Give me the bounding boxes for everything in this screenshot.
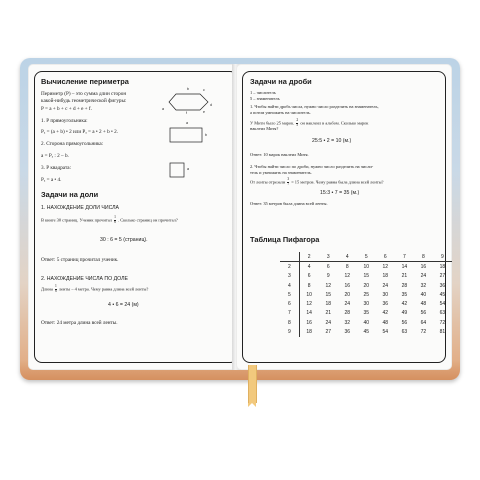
table-cell: 16 (306, 319, 312, 326)
table-cell: 12 (325, 282, 331, 289)
shares-answer-2: Ответ: 24 метра длина всей ленты. (41, 320, 118, 326)
square-figure (168, 161, 188, 181)
fractions-problem-2-text-a: От ленты отрезали (250, 179, 286, 185)
table-row (280, 262, 452, 272)
shares-subtitle-2: 2. НАХОЖДЕНИЕ ЧИСЛА ПО ДОЛЕ (41, 276, 128, 282)
rectangle-figure (168, 126, 208, 146)
fraction-denominator: 7 (287, 181, 290, 186)
table-cell: 5 (280, 290, 299, 299)
perimeter-formula: P = a + b + c + d + e + f. (41, 106, 92, 112)
table-cell: 2 (299, 252, 319, 262)
fractions-calc-1: 25:5 • 2 = 10 (м.) (312, 138, 352, 144)
table-cell: 6 (280, 299, 299, 308)
table-cell: 24 (344, 301, 351, 308)
table-cell: 49 (401, 310, 408, 317)
table-cell: 15 (363, 273, 370, 280)
table-cell: 12 (344, 273, 351, 280)
table-cell: 6 (307, 273, 311, 280)
table-cell: 54 (439, 301, 446, 308)
fractions-answer-1: Ответ: 10 марок наклеил Митя. (250, 152, 309, 157)
table-row (280, 327, 452, 336)
fractions-problem-1-text-a: У Мити было 25 марок. (250, 120, 295, 126)
fraction-denominator: 6 (54, 288, 57, 293)
rectangle-side-formula: a = Pₐ : 2 – b. (41, 153, 69, 159)
table-cell: 56 (401, 319, 408, 326)
square-perimeter-formula: Pₐ = a • 4. (41, 177, 62, 183)
table-row (280, 318, 452, 327)
table-cell: 10 (306, 291, 312, 298)
table-cell (280, 252, 299, 262)
table-row (280, 309, 452, 318)
table-cell: 32 (344, 319, 351, 326)
pythagoras-title: Таблица Пифагора (250, 235, 320, 244)
shares-problem-1 (41, 216, 178, 225)
table-cell: 5 (357, 252, 376, 262)
fractions-rule-1-line2: а потом умножить на числитель. (250, 110, 311, 115)
square-perimeter-title: 3. Р квадрата: (41, 165, 72, 171)
fractions-rule-2-line1: 2. Чтобы найти число по дроби, нужно число разделить на числи- (250, 164, 374, 169)
table-cell: 40 (420, 291, 427, 298)
fractions-denominator-note: 5 – знаменатель (250, 96, 280, 101)
table-cell: 18 (306, 329, 312, 336)
fraction-numerator: 2 (296, 118, 299, 122)
hexagon-label-b: b (187, 87, 189, 91)
table-cell: 20 (344, 291, 351, 298)
table-cell: 21 (401, 273, 408, 280)
table-row (280, 252, 452, 262)
fraction-one-sixth (114, 216, 116, 225)
table-cell: 40 (363, 319, 370, 326)
rectangle-label-b: b (205, 133, 207, 137)
table-cell: 10 (363, 263, 370, 270)
table-cell: 28 (344, 310, 351, 317)
table-cell: 36 (382, 301, 389, 308)
fraction-numerator: 3 (287, 177, 290, 181)
table-cell: 9 (280, 327, 299, 336)
fractions-rule-1-line1: 1. Чтобы найти дробь числа, нужно число разделить на знаменатель, (250, 104, 379, 109)
table-cell: 72 (439, 319, 446, 326)
table-cell: 18 (382, 273, 389, 280)
table-cell: 12 (306, 301, 312, 308)
table-cell: 8 (280, 318, 299, 327)
square-label-a: a (187, 167, 189, 171)
table-cell: 18 (439, 263, 446, 270)
table-cell: 16 (344, 282, 351, 289)
table-cell: 20 (363, 282, 370, 289)
table-cell: 45 (363, 329, 370, 336)
fraction-numerator: 1 (54, 284, 57, 288)
fraction-denominator: 5 (296, 122, 299, 127)
table-cell: 25 (363, 291, 370, 298)
perimeter-intro-line2: какой-нибудь геометрической фигуры: (41, 98, 127, 104)
shares-answer-1: Ответ: 5 страниц прочитал ученик. (41, 257, 119, 263)
shares-problem-2-text-a: Длина (41, 286, 53, 292)
table-cell: 4 (338, 252, 357, 262)
right-page (236, 64, 452, 370)
table-cell: 6 (376, 252, 395, 262)
bookmark-ribbon (248, 365, 257, 403)
shares-problem-1-text-a: В книге 30 страниц. Ученик прочитал (41, 217, 112, 223)
table-cell: 30 (363, 301, 370, 308)
table-cell: 4 (280, 281, 299, 290)
table-cell: 4 (307, 263, 311, 270)
table-cell: 2 (280, 262, 299, 272)
table-cell: 18 (325, 301, 331, 308)
table-cell: 14 (401, 263, 408, 270)
table-row (280, 281, 452, 290)
fractions-problem-2-text-b: = 15 метров. Чему равна была длина всей ленты? (291, 179, 384, 185)
fractions-problem-1-text-b: он наклеил в альбом. Сколько марок (300, 120, 369, 126)
table-cell: 28 (401, 282, 408, 289)
fractions-calc-2: 15:3 • 7 = 35 (м.) (320, 190, 360, 196)
table-cell: 56 (420, 310, 427, 317)
rectangle-perimeter-title: 1. Р прямоугольника: (41, 118, 88, 124)
fractions-rule-2-line2: тель и умножить на знаменатель. (250, 170, 312, 175)
table-cell: 42 (382, 310, 389, 317)
fractions-numerator-note: 1 – числитель (250, 90, 276, 95)
table-cell: 63 (401, 329, 408, 336)
fraction-one-sixth-2 (55, 285, 57, 294)
table-cell: 27 (325, 329, 331, 336)
table-cell: 81 (439, 329, 446, 336)
hexagon-label-f: f (186, 111, 187, 115)
table-cell: 7 (395, 252, 414, 262)
table-cell: 7 (280, 309, 299, 318)
table-cell: 36 (344, 329, 351, 336)
table-cell: 35 (401, 291, 408, 298)
shares-problem-2-text-b: ленты – 4 метра. Чему равна длина всей ленты? (58, 286, 149, 292)
hexagon-label-c: c (203, 88, 205, 92)
table-cell: 64 (420, 319, 427, 326)
fractions-problem-2 (250, 178, 384, 187)
table-cell: 72 (420, 329, 427, 336)
fraction-denominator: 6 (114, 219, 116, 224)
hexagon-figure (160, 88, 220, 116)
table-cell: 8 (414, 252, 433, 262)
perimeter-intro-line1: Периметр (Р) – это сумма длин сторон (41, 91, 127, 97)
table-cell: 15 (325, 291, 331, 298)
rectangle-perimeter-formula: Pₐ = (a + b) • 2 или Pₐ = a • 2 + b • 2. (41, 129, 118, 135)
rectangle-side-title: 2. Сторона прямоугольника: (41, 141, 104, 147)
table-cell: 16 (420, 263, 427, 270)
table-cell: 9 (433, 252, 452, 262)
table-cell: 48 (420, 301, 427, 308)
shares-title: Задачи на доли (41, 190, 99, 199)
hexagon-label-e: e (203, 110, 205, 114)
shares-calc-1: 30 : 6 = 5 (страниц). (100, 237, 148, 243)
table-cell: 45 (439, 291, 446, 298)
table-cell: 14 (306, 310, 312, 317)
table-cell: 32 (420, 282, 427, 289)
rectangle-label-a: a (186, 121, 188, 125)
table-row (280, 290, 452, 299)
hexagon-label-a: a (162, 107, 164, 111)
table-cell: 6 (326, 263, 330, 270)
table-cell: 24 (420, 273, 427, 280)
fraction-two-fifths (296, 119, 298, 128)
shares-problem-2 (41, 285, 148, 294)
table-cell: 3 (280, 272, 299, 281)
table-cell: 54 (382, 329, 389, 336)
table-row (280, 272, 452, 281)
table-cell: 21 (325, 310, 331, 317)
table-cell: 36 (439, 282, 446, 289)
pythagoras-table (280, 252, 452, 337)
left-page (28, 64, 244, 370)
table-cell: 24 (382, 282, 389, 289)
hexagon-label-d: d (210, 103, 212, 107)
fractions-problem-1-line2: наклеил Митя? (250, 126, 279, 131)
table-cell: 8 (307, 282, 311, 289)
table-cell: 63 (439, 310, 446, 317)
table-cell: 24 (325, 319, 331, 326)
table-cell: 27 (439, 273, 446, 280)
table-cell: 3 (319, 252, 338, 262)
fractions-title: Задачи на дроби (250, 77, 312, 86)
fractions-answer-2: Ответ: 35 метров была длина всей ленты. (250, 201, 328, 206)
table-cell: 48 (382, 319, 389, 326)
table-cell: 9 (326, 273, 330, 280)
table-cell: 8 (345, 263, 349, 270)
shares-calc-2: 4 • 6 = 24 (м) (108, 302, 139, 308)
perimeter-title: Вычисление периметра (41, 77, 129, 86)
table-cell: 30 (382, 291, 389, 298)
shares-problem-1-text-b: . Сколько страниц он прочитал? (118, 217, 178, 223)
table-cell: 42 (401, 301, 408, 308)
shares-subtitle-1: 1. НАХОЖДЕНИЕ ДОЛИ ЧИСЛА (41, 205, 120, 211)
table-cell: 12 (382, 263, 389, 270)
table-row (280, 299, 452, 308)
table-cell: 35 (363, 310, 370, 317)
fraction-three-sevenths (287, 178, 289, 187)
fraction-numerator: 1 (114, 215, 116, 219)
